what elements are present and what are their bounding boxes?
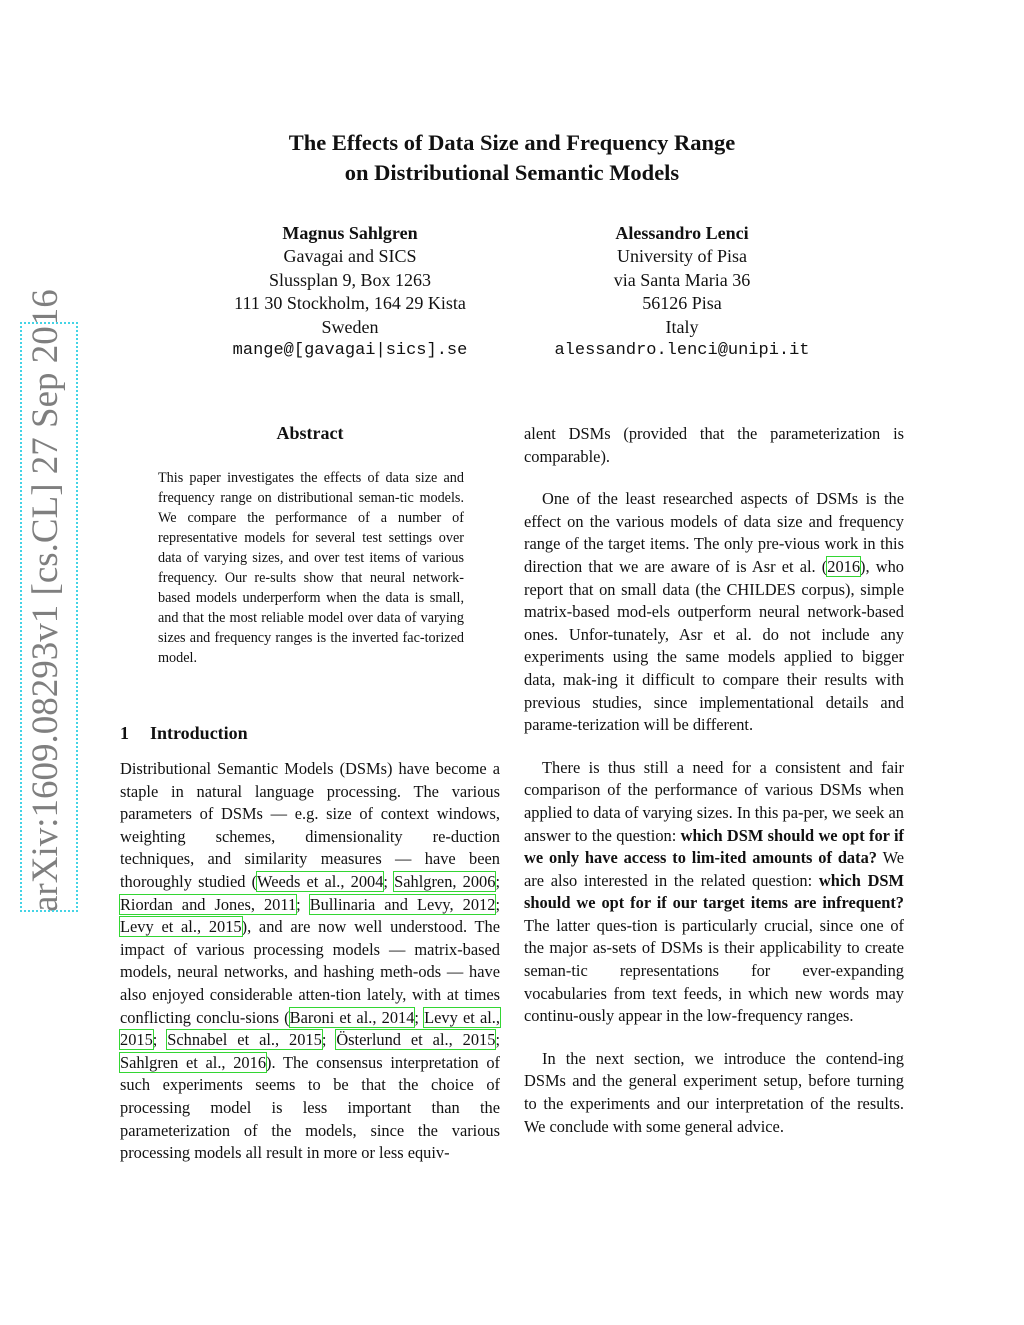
intro-paragraph-4: In the next section, we introduce the contend-ing DSMs and the general experiment setup, before turning to the experiments and our interpretation of the results. We conclude with some general advice. [524, 1048, 904, 1136]
section-title: Introduction [150, 723, 248, 743]
research-question-1: which DSM should we opt for if we only have access to lim-ited amounts of data? [524, 825, 905, 868]
text-run: ). The consensus interpretation of such experiments seems to be that the choice of processing model is less important than the parameterization of the models, since the various processing models all result in more or less equiv- [120, 1052, 500, 1163]
text-run: We are also interested in the related question: [524, 848, 905, 890]
text-run: ; [495, 894, 500, 914]
author-country: Italy [665, 316, 699, 337]
author-address-line-2: 56126 Pisa [642, 293, 722, 314]
author-address-line-2: 111 30 Stockholm, 164 29 Kista [234, 293, 466, 314]
intro-paragraph-2 [524, 488, 904, 737]
arxiv-identifier[interactable]: arXiv:1609.08293v1 [cs.CL] 27 Sep 2016 [20, 322, 78, 912]
author-address-line-1: via Santa Maria 36 [613, 269, 751, 290]
citation-link[interactable]: Österlund et al., 2015 [336, 1030, 496, 1050]
text-run: ; [495, 1030, 500, 1050]
author-email[interactable]: mange@[gavagai|sics].se [232, 341, 468, 361]
text-run: ; [414, 1007, 425, 1027]
text-run: ), who report that on small data (the CHILDES corpus), simple matrix-based mod-els outperform neural network-based ones. Unfor-tunately, Asr et al. do not include any experiments using the same models applied to bigger data, mak-ing it difficult to compare their results with previous studies, since implementational details and parame-terization will be different. [524, 556, 904, 735]
author-name: Alessandro Lenci [615, 223, 749, 243]
text-run: ; [152, 1030, 168, 1050]
text-run: ; [383, 871, 395, 891]
citation-link[interactable]: 2016 [827, 556, 861, 576]
text-run: ; [495, 871, 500, 891]
abstract-text: This paper investigates the effects of data size and frequency range on distributional seman-tic models. We compare the performance of a number of representative models for several test settings over data of varying sizes, and over test items of various frequency. Our re-sults show that neural network-based models underperform when the data is small, and that the most reliable model over data of varying sizes and frequency ranges is the inverted fac-torized model. [158, 470, 464, 666]
citation-link[interactable]: Levy et al., 2015 [120, 1007, 501, 1050]
intro-paragraph-1 [120, 758, 500, 1165]
citation-link[interactable]: Schnabel et al., 2015 [167, 1030, 322, 1050]
author-affiliation: Gavagai and SICS [283, 246, 417, 267]
text-run: The latter ques-tion is particularly crucial, since one of the major as-sets of DSMs is their applicability to create seman-tic representations for ever-expanding vocabularies from text feeds, in which new words may continu-ously appear in the low-frequency ranges. [524, 915, 904, 1026]
title-line-2: on Distributional Semantic Models [344, 160, 680, 185]
abstract-heading: Abstract [276, 423, 344, 443]
author-block-lenci [522, 222, 842, 362]
title-line-1: The Effects of Data Size and Frequency Range [288, 130, 736, 155]
intro-paragraph-3 [524, 757, 904, 1028]
text-run: There is thus still a need for a consistent and fair comparison of the performance of various DSMs when applied to data of varying sizes. In this pa-per, we seek an answer to the question: [524, 757, 904, 845]
citation-link[interactable]: Baroni et al., 2014 [289, 1007, 415, 1027]
citation-link[interactable]: Sahlgren et al., 2016 [120, 1052, 267, 1072]
section-number: 1 [120, 723, 129, 743]
text-run: One of the least researched aspects of DSMs is the effect on the various models of data size and frequency range of the target items. The only pre-vious work in this direction that we are aware of is Asr et al. ( [524, 489, 904, 576]
citation-link[interactable]: Sahlgren, 2006 [394, 871, 496, 891]
research-question-2: which DSM should we opt for if our target items are infrequent? [524, 870, 905, 913]
citation-link[interactable]: Riordan and Jones, 2011 [120, 894, 297, 914]
author-email[interactable]: alessandro.lenci@unipi.it [554, 341, 810, 361]
citation-link[interactable]: Weeds et al., 2004 [257, 871, 384, 891]
text-run: ; [296, 894, 310, 914]
section-heading-introduction [120, 721, 248, 745]
author-country: Sweden [321, 316, 379, 337]
text-run: ; [321, 1030, 337, 1050]
citation-link[interactable]: Levy et al., 2015 [120, 917, 242, 937]
author-address-line-1: Slussplan 9, Box 1263 [268, 269, 432, 290]
citation-link[interactable]: Bullinaria and Levy, 2012 [309, 894, 496, 914]
text-run: Distributional Semantic Models (DSMs) have become a staple in natural language processing. The various parameters of DSMs — e.g. size of context windows, weighting schemes, dimensionality re-duction techniques, and similarity measures — have been thoroughly studied ( [120, 759, 500, 891]
paper-title [200, 128, 824, 188]
intro-paragraph-1-continued: alent DSMs (provided that the parameterization is comparable). [524, 424, 904, 466]
author-block-sahlgren [190, 222, 510, 362]
left-column [120, 758, 500, 1165]
text-run: ), and are now well understood. The impact of various processing models — matrix-based models, neural networks, and hashing meth-ods — have also enjoyed considerable atten-tion lately, with at times conflicting conclu-sions ( [120, 917, 500, 1027]
author-affiliation: University of Pisa [617, 246, 747, 267]
right-column [524, 423, 904, 1138]
author-name: Magnus Sahlgren [282, 223, 418, 243]
